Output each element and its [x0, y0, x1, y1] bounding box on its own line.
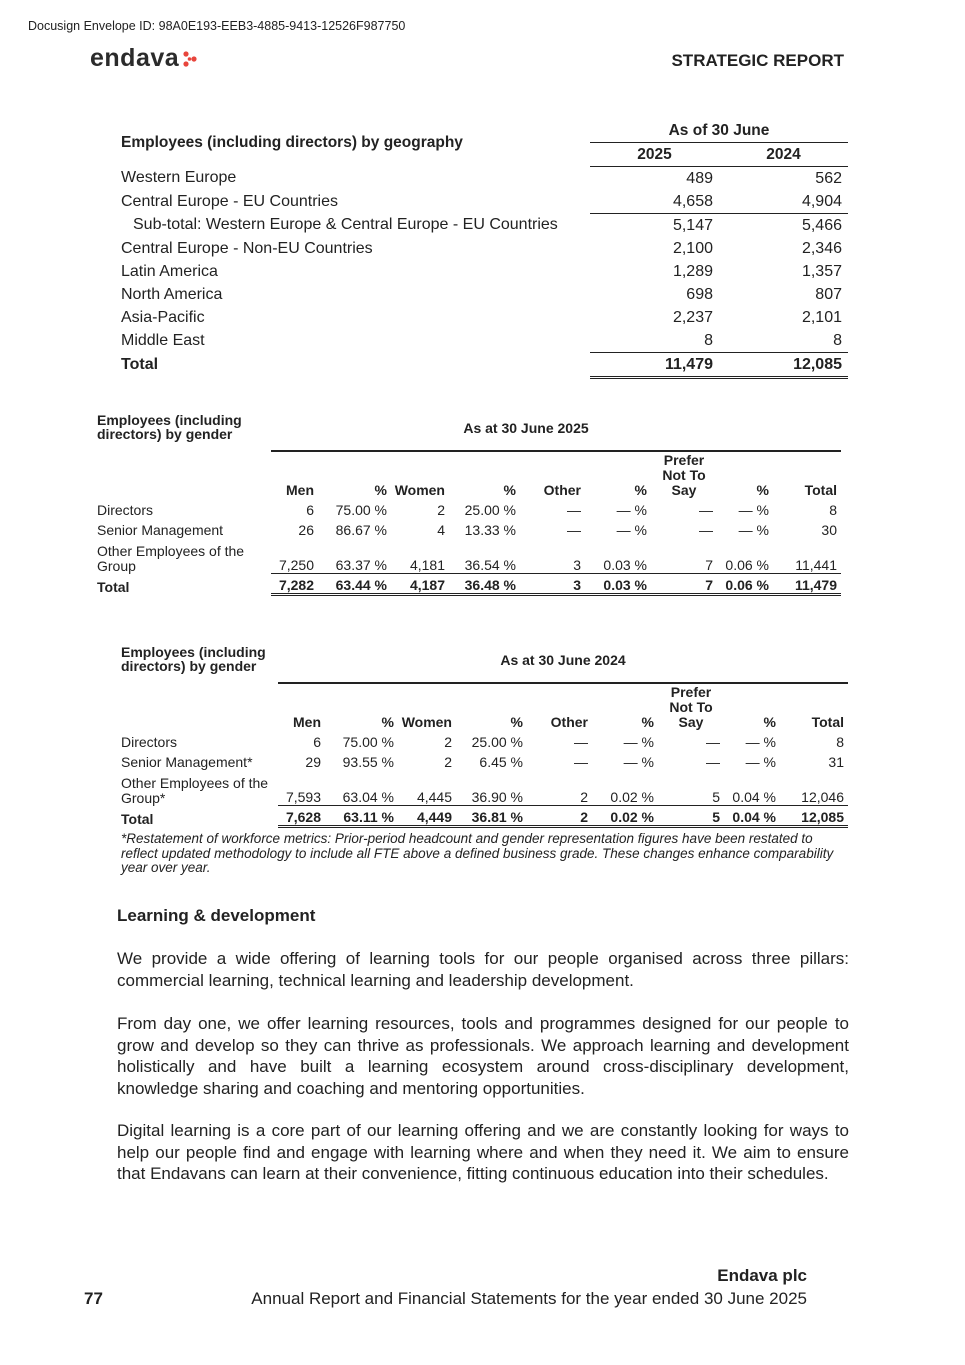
cell-value: 75.00 % [335, 502, 387, 518]
cell-value: 13.33 % [464, 522, 516, 538]
value-2025: 1,289 [672, 262, 713, 280]
divider [278, 682, 848, 684]
row-label: Western Europe [121, 169, 237, 187]
cell-value: 63.11 % [325, 806, 398, 827]
cell-value: 6.45 % [479, 754, 523, 770]
table-row [121, 306, 848, 329]
row-label: Other Employees of the Group* [121, 774, 269, 806]
column-header: % [763, 714, 776, 730]
column-header: Women [394, 482, 445, 498]
cell-value: 12,046 [801, 789, 844, 805]
cell-value: 7,628 [278, 806, 325, 827]
row-label: Middle East [121, 331, 205, 349]
column-header: % [641, 714, 654, 730]
cell-value: 30 [821, 522, 837, 538]
cell-value: 3 [520, 574, 585, 595]
cell-value: 0.02 % [592, 806, 658, 827]
row-label: Directors [121, 734, 178, 750]
column-header: % [503, 482, 516, 498]
cell-value: — % [623, 754, 654, 770]
table-row [121, 750, 848, 770]
row-label: Directors [97, 502, 154, 518]
value-2024: 562 [815, 169, 842, 187]
paragraph: We provide a wide offering of learning tools for our people organised across three pillars: commercial learning, technical learning and leadership development. [117, 949, 849, 990]
table-row [121, 329, 848, 353]
cell-value: 11,441 [795, 557, 837, 573]
value-2025: 5,147 [590, 214, 719, 238]
cell-value: 63.44 % [318, 574, 391, 595]
cell-value: 31 [828, 754, 844, 770]
cell-value: 36.54 % [464, 557, 516, 573]
cell-value: — % [745, 734, 776, 750]
cell-value: 0.04 % [724, 806, 780, 827]
gender-2025-table [97, 453, 841, 596]
cell-value: — [574, 754, 588, 770]
total-row [97, 574, 841, 595]
cell-value: 36.81 % [456, 806, 527, 827]
column-header: % [756, 482, 769, 498]
row-label: Senior Management* [121, 754, 253, 770]
value-2025: 4,658 [672, 192, 713, 210]
cell-value: 2 [437, 502, 445, 518]
table-row [121, 237, 848, 260]
cell-value: 7 [651, 574, 717, 595]
cell-value: 3 [573, 557, 581, 573]
cell-value: 5 [712, 789, 720, 805]
value-2024: 807 [815, 285, 842, 303]
cell-value: 12,085 [780, 806, 848, 827]
section-title: STRATEGIC REPORT [671, 51, 844, 70]
cell-value: 4,181 [409, 557, 445, 573]
value-2025: 8 [704, 331, 713, 349]
year-header: 2024 [719, 143, 848, 167]
header-row [97, 453, 841, 498]
value-2024: 8 [833, 331, 842, 349]
cell-value: — % [738, 502, 769, 518]
cell-value: — [567, 502, 581, 518]
cell-value: — [574, 734, 588, 750]
cell-value: 7,282 [271, 574, 318, 595]
gender-2025-period: As at 30 June 2025 [463, 420, 589, 436]
cell-value: 5 [658, 806, 724, 827]
column-header: Other [543, 482, 581, 498]
header-row [121, 685, 848, 730]
column-header: Other [550, 714, 588, 730]
column-header: Total [811, 714, 844, 730]
table-row [121, 730, 848, 750]
value-2024: 1,357 [801, 262, 842, 280]
cell-value: 6 [306, 502, 314, 518]
cell-value: 63.04 % [342, 789, 394, 805]
table-row [121, 214, 848, 238]
paragraph: Digital learning is a core part of our learning offering and we are constantly looking for ways to help our people find and engage with learning where and when they need it. We aim to ensure that Endavans can learn at their convenience, fitting continuous education into their schedules. [117, 1121, 849, 1183]
column-header: Men [286, 482, 314, 498]
page-number: 77 [84, 1289, 103, 1308]
logo-text: endava [90, 44, 180, 72]
footer-report-title: Annual Report and Financial Statements for the year ended 30 June 2025 [251, 1289, 807, 1308]
cell-value: 7,593 [285, 789, 321, 805]
cell-value: 8 [836, 734, 844, 750]
column-header: % [510, 714, 523, 730]
table-row [121, 167, 848, 191]
cell-value: — [699, 522, 713, 538]
value-2025: 698 [686, 285, 713, 303]
as-of-header: As of 30 June [590, 119, 848, 143]
cell-value: — [567, 522, 581, 538]
row-label: Central Europe - EU Countries [121, 192, 338, 210]
value-2025: 2,100 [672, 239, 713, 257]
row-label: Central Europe - Non-EU Countries [121, 239, 373, 257]
endava-logo [90, 44, 198, 73]
cell-value: — [699, 502, 713, 518]
row-label: North America [121, 285, 223, 303]
value-2025: 2,237 [672, 308, 713, 326]
cell-value: 4,445 [416, 789, 452, 805]
cell-value: 25.00 % [471, 734, 523, 750]
cell-value: — [706, 734, 720, 750]
divider [271, 450, 841, 452]
cell-value: 2 [444, 734, 452, 750]
value-2024: 4,904 [801, 192, 842, 210]
cell-value: — % [738, 522, 769, 538]
total-row [121, 353, 848, 378]
cell-value: 0.02 % [610, 789, 654, 805]
cell-value: 0.06 % [725, 557, 769, 573]
gender-2025-title: Employees (including directors) by gender [97, 412, 242, 442]
cell-value: 2 [527, 806, 592, 827]
value-2024: 12,085 [719, 353, 848, 378]
cell-value: 86.67 % [335, 522, 387, 538]
paragraph: From day one, we offer learning resources, tools and programmes designed for our people to grow and develop so they can thrive as professionals. We approach learning and development holistically and have built a learning ecosystem around cross-disciplinary development, knowledge sharing and coaching and mentoring opportunities. [117, 1014, 849, 1098]
table-row [121, 770, 848, 806]
value-2024: 2,101 [801, 308, 842, 326]
cell-value: 63.37 % [335, 557, 387, 573]
table-row [121, 260, 848, 283]
column-header: Prefer Not To Say [669, 684, 713, 730]
restatement-footnote: *Restatement of workforce metrics: Prior-period headcount and gender representation figures have been restated to reflect updated methodology to include all FTE above a defined business grade. These changes enhance comparability year over year. [121, 831, 834, 875]
row-label-header [121, 685, 278, 730]
row-label: Total [121, 810, 154, 827]
cell-value: — % [616, 522, 647, 538]
cell-value: 29 [305, 754, 321, 770]
cell-value: 4,449 [398, 806, 456, 827]
column-header: % [374, 482, 387, 498]
cell-value: 6 [313, 734, 321, 750]
cell-value: 7,250 [278, 557, 314, 573]
envelope-id: Docusign Envelope ID: 98A0E193-EEB3-4885-9413-12526F987750 [28, 19, 406, 33]
cell-value: 4 [437, 522, 445, 538]
table-row [121, 283, 848, 306]
row-label: Total [121, 356, 159, 373]
cell-value: 25.00 % [464, 502, 516, 518]
cell-value: 0.03 % [603, 557, 647, 573]
cell-value: 0.03 % [585, 574, 651, 595]
cell-value: 93.55 % [342, 754, 394, 770]
value-2025: 11,479 [590, 353, 719, 378]
table-row [121, 190, 848, 214]
cell-value: 7 [705, 557, 713, 573]
cell-value: 8 [829, 502, 837, 518]
row-label: Other Employees of the Group [97, 542, 245, 574]
gender-2024-table [121, 685, 848, 828]
logo-mark-icon [182, 51, 198, 67]
column-header: Men [293, 714, 321, 730]
column-header: % [381, 714, 394, 730]
cell-value: — % [616, 502, 647, 518]
cell-value: — [706, 754, 720, 770]
cell-value: — % [745, 754, 776, 770]
cell-value: 26 [298, 522, 314, 538]
row-label-header [97, 453, 271, 498]
geography-table [121, 119, 848, 379]
gender-2024-title: Employees (including directors) by gender [121, 644, 266, 674]
table-row [97, 538, 841, 574]
cell-value: 0.06 % [717, 574, 773, 595]
table-row [97, 518, 841, 538]
cell-value: 36.90 % [471, 789, 523, 805]
column-header: Prefer Not To Say [662, 452, 706, 498]
cell-value: — % [623, 734, 654, 750]
table-row [97, 498, 841, 518]
value-2024: 2,346 [801, 239, 842, 257]
row-label: Asia-Pacific [121, 308, 205, 326]
cell-value: 0.04 % [732, 789, 776, 805]
learning-heading: Learning & development [117, 906, 316, 925]
cell-value: 11,479 [773, 574, 841, 595]
gender-2024-period: As at 30 June 2024 [500, 652, 626, 668]
year-header: 2025 [590, 143, 719, 167]
row-label: Latin America [121, 262, 218, 280]
column-header: Women [401, 714, 452, 730]
row-label: Sub-total: Western Europe & Central Europe - EU Countries [133, 216, 558, 234]
total-row [121, 806, 848, 827]
cell-value: 4,187 [391, 574, 449, 595]
footer-company: Endava plc [717, 1266, 807, 1285]
cell-value: 36.48 % [449, 574, 520, 595]
value-2024: 5,466 [719, 214, 848, 238]
row-label: Total [97, 578, 130, 595]
cell-value: 2 [444, 754, 452, 770]
column-header: Total [804, 482, 837, 498]
row-label: Senior Management [97, 522, 224, 538]
value-2025: 489 [686, 169, 713, 187]
column-header: % [634, 482, 647, 498]
cell-value: 2 [580, 789, 588, 805]
cell-value: 75.00 % [342, 734, 394, 750]
geography-title: Employees (including directors) by geography [121, 133, 463, 151]
